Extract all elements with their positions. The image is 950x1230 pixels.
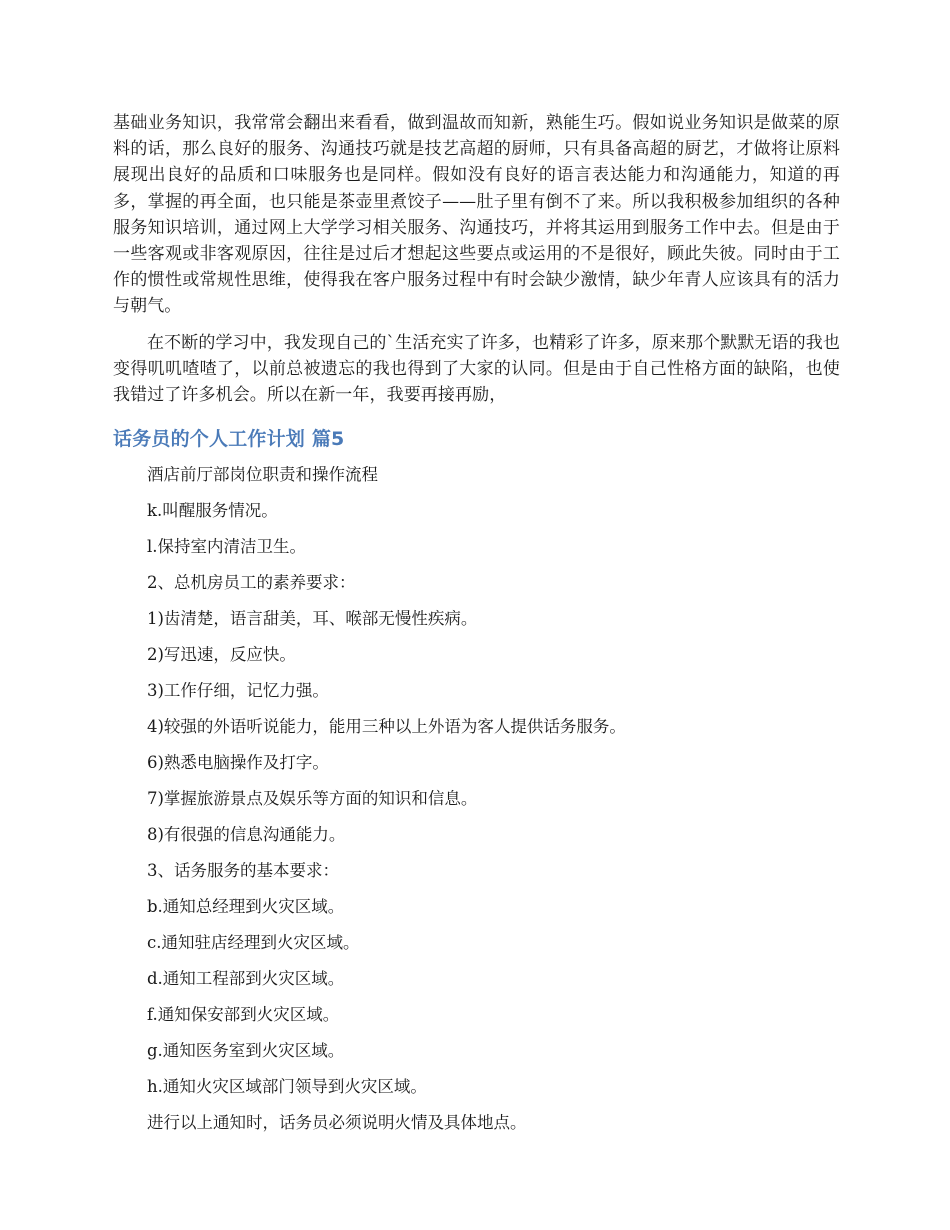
list-item: k.叫醒服务情况。	[147, 501, 278, 521]
body-paragraph: 基础业务知识，我常常会翻出来看看，做到温故而知新，熟能生巧。假如说业务知识是做菜的原料的话，那么良好的服务、沟通技巧就是技艺高超的厨师，只有具备高超的厨艺，才做将让原料展现出良好的品质和口味服务也是同样。假如没有良好的语言表达能力和沟通能力，知道的再多，掌握的再全面，也只能是茶壶里煮饺子——肚子里有倒不了来。所以我积极参加组织的各种服务知识培训，通过网上大学学习相关服务、沟通技巧，并将其运用到服务工作中去。但是由于一些客观或非客观原因，往往是过后才想起这些要点或运用的不是很好，顾此失彼。同时由于工作的惯性或常规性思维，使得我在客户服务过程中有时会缺少激情，缺少年青人应该具有的活力与朝气。	[113, 113, 840, 317]
list-item: c.通知驻店经理到火灾区域。	[147, 933, 360, 953]
document-body	[113, 110, 840, 1146]
list-item: 1)齿清楚，语言甜美，耳、喉部无慢性疾病。	[147, 609, 478, 629]
section-list	[113, 462, 840, 1146]
section-heading: 话务员的个人工作计划 篇5	[113, 428, 345, 451]
list-item: 进行以上通知时，话务员必须说明火情及具体地点。	[147, 1113, 527, 1133]
list-item: 4)较强的外语听说能力，能用三种以上外语为客人提供话务服务。	[147, 717, 626, 737]
list-item: g.通知医务室到火灾区域。	[147, 1041, 345, 1061]
list-item: d.通知工程部到火灾区域。	[147, 969, 345, 989]
list-item: 2)写迅速，反应快。	[147, 645, 296, 665]
list-item: b.通知总经理到火灾区域。	[147, 897, 345, 917]
list-item: 2、总机房员工的素养要求：	[147, 573, 356, 593]
list-item: 3、话务服务的基本要求：	[147, 861, 339, 881]
list-item: f.通知保安部到火灾区域。	[147, 1005, 340, 1025]
list-item: 酒店前厅部岗位职责和操作流程	[147, 465, 378, 485]
list-item: 6)熟悉电脑操作及打字。	[147, 753, 329, 773]
list-item: l.保持室内清洁卫生。	[147, 537, 307, 557]
list-item: 3)工作仔细，记忆力强。	[147, 681, 329, 701]
body-paragraph: 在不断的学习中，我发现自己的`生活充实了许多，也精彩了许多，原来那个默默无语的我也变得叽叽喳喳了，以前总被遗忘的我也得到了大家的认同。但是由于自己性格方面的缺陷，也使我错过了许多机会。所以在新一年，我要再接再励，	[113, 332, 840, 406]
list-item: 8)有很强的信息沟通能力。	[147, 825, 346, 845]
list-item: 7)掌握旅游景点及娱乐等方面的知识和信息。	[147, 789, 478, 809]
list-item: h.通知火灾区域部门领导到火灾区域。	[147, 1077, 427, 1097]
